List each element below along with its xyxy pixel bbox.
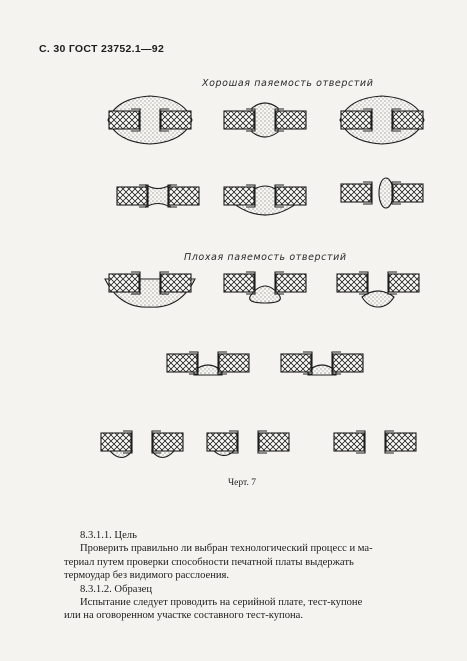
section-heading-sample: 8.3.1.2. Образец [80, 583, 153, 595]
joint-12-board-right [153, 433, 183, 451]
section-line: или на оговоренном участке составного тест-купона. [64, 610, 304, 622]
joint-5-board-left [224, 187, 254, 205]
page-header: С. 30 ГОСТ 23752.1—92 [39, 43, 165, 55]
joint-6-board-right [393, 184, 423, 202]
joint-3-board-left [341, 111, 371, 129]
joint-5-board-right [276, 187, 306, 205]
joint-1-board-right [161, 111, 191, 129]
joint-11-board-right [333, 354, 363, 372]
body-text [64, 529, 436, 623]
joint-14-board-right [386, 433, 416, 451]
figure-caption: Черт. 7 [228, 478, 256, 488]
joint-7-board-left [109, 274, 139, 292]
joint-12-board-left [101, 433, 131, 451]
joint-6-board-left [341, 184, 371, 202]
joint-4-board-right [169, 187, 199, 205]
joint-4-solder-fill [146, 185, 170, 207]
joint-1-board-left [109, 111, 139, 129]
joint-3-board-right [393, 111, 423, 129]
joint-8-board-right [276, 274, 306, 292]
joint-2-board-right [276, 111, 306, 129]
joint-9-solder-fill [362, 291, 394, 307]
joint-6-solder-fill [379, 178, 393, 208]
poor-solderability-label: Плохая паяемость отверстий [184, 252, 347, 263]
joint-12-solder-fill [152, 451, 174, 458]
section-line: териал путем проверки способности печатной платы выдержать [64, 556, 354, 568]
joint-9-board-left [337, 274, 367, 292]
joint-2-solder-fill [252, 103, 278, 137]
joint-10-board-left [167, 354, 197, 372]
joint-12-solder-fill [110, 451, 132, 458]
section-line: Испытание следует проводить на серийной плате, тест-купоне [80, 597, 363, 609]
joint-2-board-left [224, 111, 254, 129]
joint-13-board-right [259, 433, 289, 451]
joint-14-board-left [334, 433, 364, 451]
joint-10-board-right [219, 354, 249, 372]
joint-9-board-right [389, 274, 419, 292]
section-line: Проверить правильно ли выбран технологический процесс и ма- [80, 543, 373, 555]
section-line: термоудар без видимого расслоения. [64, 570, 230, 582]
joint-11-board-left [281, 354, 311, 372]
joint-13-board-left [207, 433, 237, 451]
joint-4-board-left [117, 187, 147, 205]
joint-7-board-right [161, 274, 191, 292]
good-solderability-label: Хорошая паяемость отверстий [202, 78, 374, 89]
joint-8-board-left [224, 274, 254, 292]
section-heading-goal: 8.3.1.1. Цель [80, 530, 137, 541]
